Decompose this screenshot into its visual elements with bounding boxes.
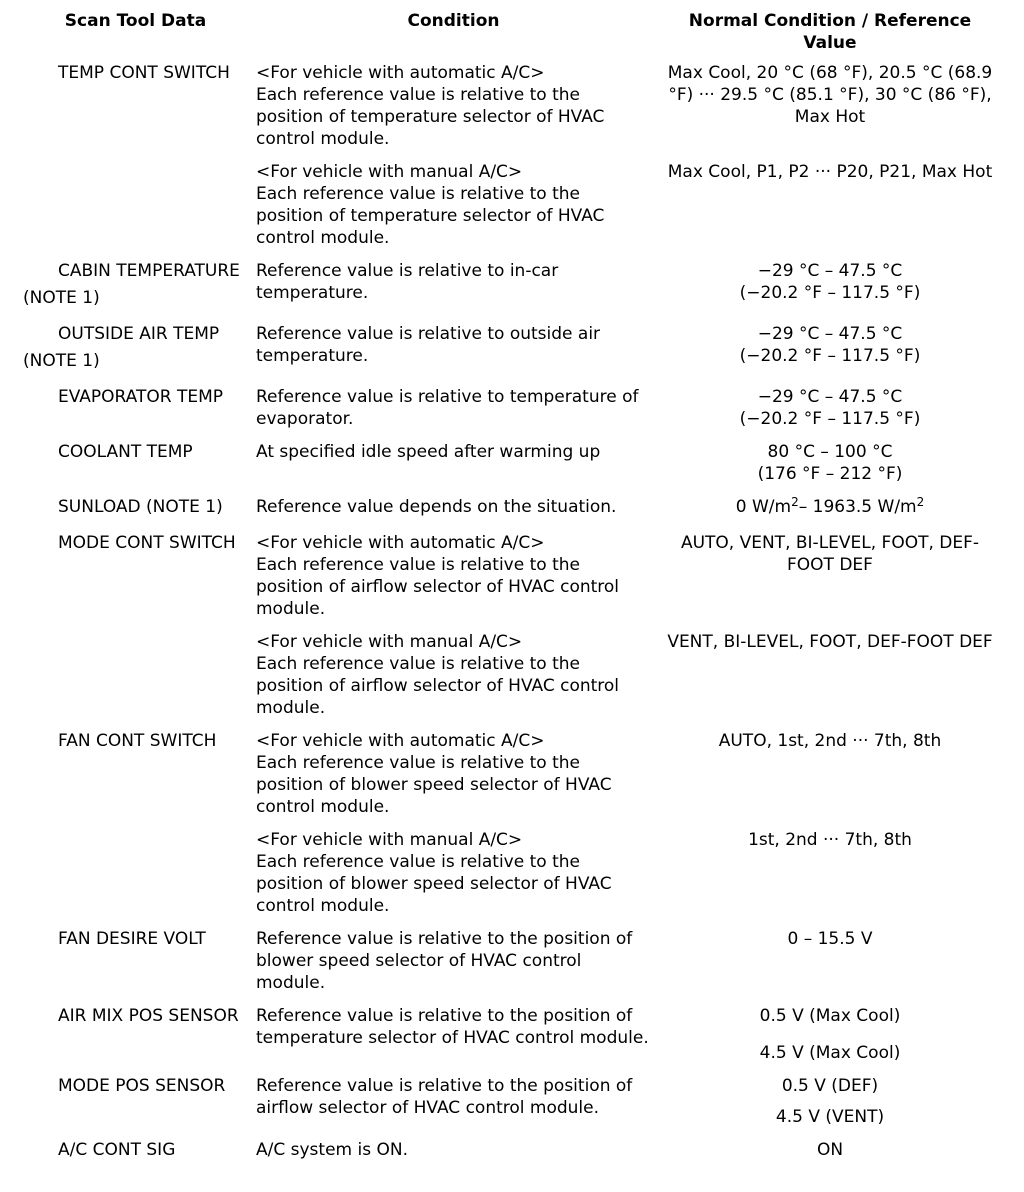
condition-cell: Reference value depends on the situation. xyxy=(256,497,617,517)
header-condition: Condition xyxy=(407,11,500,31)
header-reference-value: Normal Condition / Reference Value xyxy=(688,11,972,53)
item-name: CABIN TEMPERATURE (NOTE 1) xyxy=(23,261,240,308)
condition-cell: A/C system is ON. xyxy=(256,1140,408,1160)
condition-cell: Reference value is relative to the position of temperature selector of HVAC control module. xyxy=(256,1006,649,1048)
item-name: FAN DESIRE VOLT xyxy=(58,929,206,949)
table-row xyxy=(20,1003,1004,1073)
value-cell: 0 – 15.5 V xyxy=(787,929,873,949)
item-name: COOLANT TEMP xyxy=(58,442,193,462)
table-row xyxy=(20,530,1004,629)
value-cell: ON xyxy=(816,1140,844,1160)
condition-cell: Reference value is relative to outside air temperature. xyxy=(256,324,601,366)
item-name: FAN CONT SWITCH xyxy=(58,731,217,751)
value-cell: −29 °C – 47.5 °C (−20.2 °F – 117.5 °F) xyxy=(739,324,921,366)
condition-cell: <For vehicle with manual A/C> Each reference value is relative to the position of airflow selector of HVAC control module. xyxy=(256,632,620,718)
value-cell: 0.5 V (Max Cool) 4.5 V (Max Cool) xyxy=(759,1006,901,1063)
value-cell: AUTO, VENT, BI-LEVEL, FOOT, DEF-FOOT DEF xyxy=(680,533,980,575)
value-cell: AUTO, 1st, 2nd ··· 7th, 8th xyxy=(718,731,942,751)
table-row xyxy=(20,1137,1004,1173)
condition-cell: <For vehicle with automatic A/C> Each reference value is relative to the position of airflow selector of HVAC control module. xyxy=(256,533,620,619)
condition-cell: Reference value is relative to in-car temperature. xyxy=(256,261,559,303)
table-row xyxy=(20,258,1004,321)
condition-cell: Reference value is relative to the position of blower speed selector of HVAC control module. xyxy=(256,929,633,993)
condition-cell: At specified idle speed after warming up xyxy=(256,442,601,462)
table-row xyxy=(20,439,1004,494)
item-name: TEMP CONT SWITCH xyxy=(58,63,230,83)
table-header-row xyxy=(20,8,1004,60)
value-cell: VENT, BI-LEVEL, FOOT, DEF-FOOT DEF xyxy=(667,632,993,652)
condition-cell: <For vehicle with manual A/C> Each reference value is relative to the position of temperature selector of HVAC control module. xyxy=(256,162,605,248)
condition-cell: <For vehicle with manual A/C> Each reference value is relative to the position of blower speed selector of HVAC control module. xyxy=(256,830,612,916)
condition-cell: <For vehicle with automatic A/C> Each reference value is relative to the position of blower speed selector of HVAC control module. xyxy=(256,731,612,817)
item-name: A/C CONT SIG xyxy=(58,1140,176,1160)
table-row xyxy=(20,926,1004,1003)
value-cell: 0 $W/m^2-$ 1963.5 $W/m^2$ xyxy=(735,495,925,517)
item-name: MODE CONT SWITCH xyxy=(58,533,236,553)
value-cell: 80 °C – 100 °C (176 °F – 212 °F) xyxy=(757,442,903,484)
table-row xyxy=(20,728,1004,827)
item-name: SUNLOAD (NOTE 1) xyxy=(58,497,223,517)
value-cell: 1st, 2nd ··· 7th, 8th xyxy=(748,830,912,850)
table-row xyxy=(20,384,1004,439)
item-name: AIR MIX POS SENSOR xyxy=(58,1006,239,1026)
condition-cell: Reference value is relative to the position of airflow selector of HVAC control module. xyxy=(256,1076,633,1118)
table-row xyxy=(20,60,1004,159)
table-row xyxy=(20,494,1004,530)
table-row xyxy=(20,1073,1004,1137)
value-cell: −29 °C – 47.5 °C (−20.2 °F – 117.5 °F) xyxy=(739,387,921,429)
table-row xyxy=(20,321,1004,384)
item-name: MODE POS SENSOR xyxy=(58,1076,226,1096)
value-cell: 0.5 V (DEF) 4.5 V (VENT) xyxy=(775,1076,885,1127)
item-name: EVAPORATOR TEMP xyxy=(58,387,224,407)
condition-cell: <For vehicle with automatic A/C> Each reference value is relative to the position of temperature selector of HVAC control module. xyxy=(256,63,605,149)
header-scan-tool-data: Scan Tool Data xyxy=(64,11,207,31)
value-cell: Max Cool, 20 °C (68 °F), 20.5 °C (68.9 °F) ··· 29.5 °C (85.1 °F), 30 °C (86 °F), Max Hot xyxy=(667,63,993,127)
value-cell: Max Cool, P1, P2 ··· P20, P21, Max Hot xyxy=(667,162,993,182)
scan-tool-data-table xyxy=(20,8,1004,1173)
value-cell: −29 °C – 47.5 °C (−20.2 °F – 117.5 °F) xyxy=(739,261,921,303)
item-name: OUTSIDE AIR TEMP (NOTE 1) xyxy=(23,324,220,371)
condition-cell: Reference value is relative to temperature of evaporator. xyxy=(256,387,639,429)
